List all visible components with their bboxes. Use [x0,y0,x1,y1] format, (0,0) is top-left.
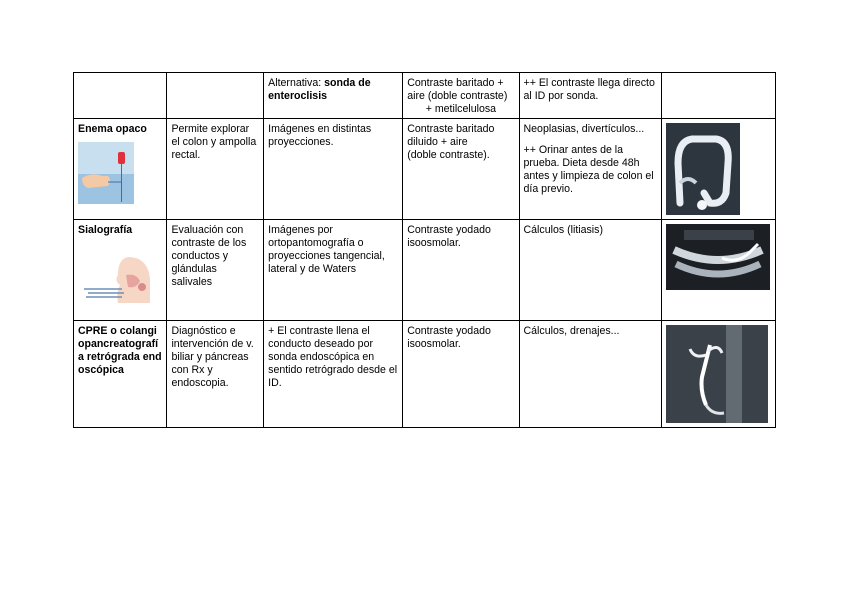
findings-text: Cálculos, drenajes... [523,325,620,337]
contrast-text: Contraste yodado isoosmolar. [407,325,491,350]
biliary-xray-image [666,325,768,423]
images-cell [264,321,403,428]
alternative-value: sonda de enteroclisis [268,77,371,102]
description-text: Permite explorar el colon y ampolla rectal. [171,123,257,161]
table-row [74,119,776,220]
contrast-cell [403,73,519,119]
table-row [74,321,776,428]
description-text: Diagnóstico e intervención de v. biliar y páncreas con Rx y endoscopia. [171,325,254,389]
contrast-cell [403,220,519,321]
procedures-table [73,72,776,428]
panoramic-dental-xray-image [666,224,770,290]
contrast-text-2: + metilcelulosa [425,103,497,115]
colon-xray-image [666,123,740,215]
findings-cell [519,220,661,321]
empty-cell [661,73,775,119]
notes-text: ++ El contraste llega directo al ID por sonda. [523,77,655,102]
images-text: + El contraste llena el conducto deseado por sonda endoscópica en sentido retrógrado desde el ID. [268,325,398,389]
contrast-text: Contraste yodado isoosmolar. [407,224,491,249]
alternative-label: Alternativa: [268,77,325,89]
findings-cell [519,321,661,428]
preparation-note: ++ Orinar antes de la prueba. Dieta desde 48h antes y limpieza de colon el día previo. [523,144,654,195]
contrast-cell [403,321,519,428]
empty-cell [74,73,167,119]
notes-cell [519,73,661,119]
table-row [74,220,776,321]
contrast-text: Contraste baritado + aire (doble contraste) [407,77,508,102]
description-cell [167,220,264,321]
description-cell [167,119,264,220]
images-cell [264,220,403,321]
findings-text: Cálculos (litiasis) [523,224,603,236]
image-cell [661,119,775,220]
findings-text: Neoplasias, divertículos... [523,123,645,135]
procedure-name: Enema opaco [78,123,147,135]
procedure-name: Sialografía [78,224,133,236]
procedure-name-cell [74,321,167,428]
enema-illustration-icon [78,142,134,204]
contrast-line: (doble contraste). [407,149,490,161]
head-profile-icon [78,245,154,303]
image-cell [661,220,775,321]
procedure-name-cell [74,220,167,321]
findings-cell [519,119,661,220]
images-text: Imágenes por ortopantomografía o proyecciones tangencial, lateral y de Waters [268,224,385,275]
contrast-line: Contraste baritado [407,123,495,135]
description-cell [167,321,264,428]
procedure-name-cell [74,119,167,220]
images-cell [264,119,403,220]
table-row [74,73,776,119]
image-cell [661,321,775,428]
procedure-name: CPRE o colangiopancreatografía retrógrada endoscópica [78,325,162,376]
empty-cell [167,73,264,119]
description-text: Evaluación con contraste de los conductos y glándulas salivales [171,224,247,288]
alternative-cell [264,73,403,119]
contrast-cell [403,119,519,220]
contrast-line: diluido + aire [407,136,468,148]
images-text: Imágenes en distintas proyecciones. [268,123,372,148]
